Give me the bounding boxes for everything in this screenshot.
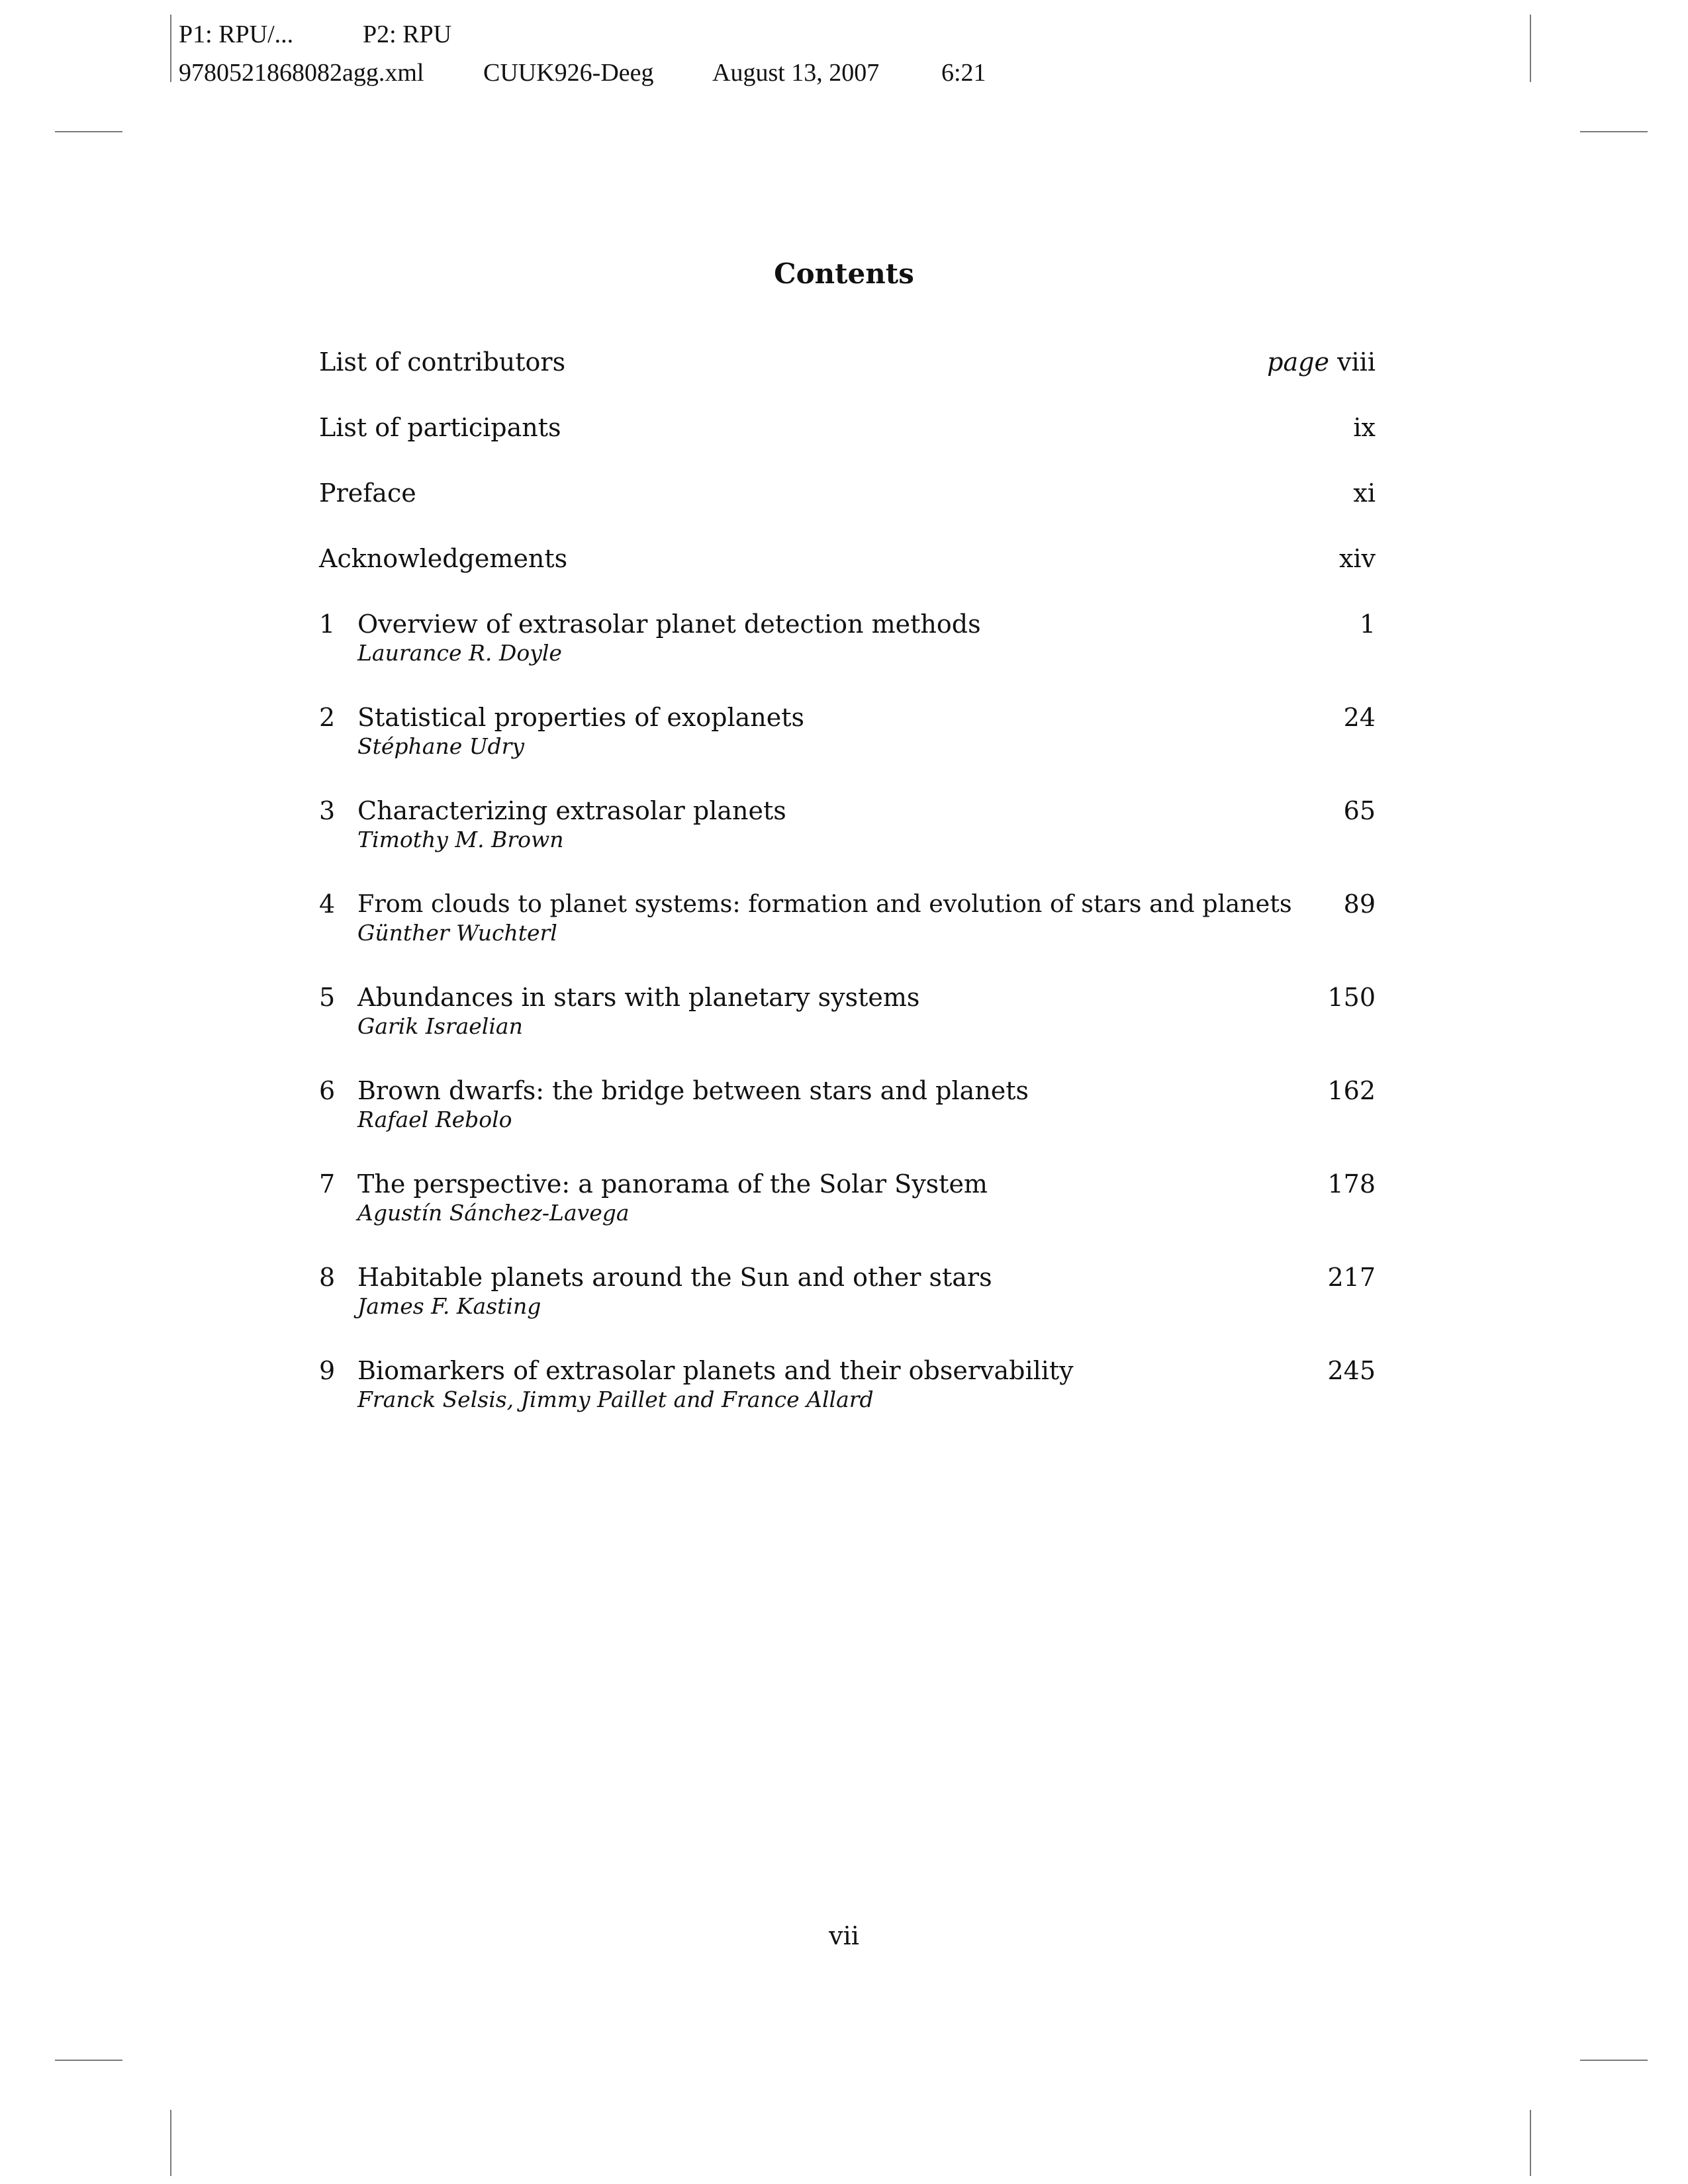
- chapter-number: 3: [319, 796, 336, 825]
- chapter-author: Laurance R. Doyle: [357, 640, 562, 666]
- chapter-number: 9: [319, 1356, 336, 1385]
- chapter-author: Garik Israelian: [357, 1013, 523, 1039]
- chapter-page-number: 89: [1343, 889, 1376, 919]
- toc-front-page-number: ix: [1353, 413, 1376, 442]
- chapter-author: Agustín Sánchez-Lavega: [357, 1200, 630, 1226]
- chapter-page-number: 245: [1327, 1356, 1376, 1385]
- chapter-author: Timothy M. Brown: [357, 827, 564, 852]
- toc-front-title: Acknowledgements: [319, 544, 568, 573]
- crop-mark-top-left-horizontal: [55, 131, 122, 132]
- crop-mark-top-right-vertical: [1530, 15, 1531, 82]
- chapter-author: Rafael Rebolo: [357, 1107, 512, 1132]
- header-job: CUUK926-Deeg: [483, 59, 654, 87]
- crop-mark-bottom-left-horizontal: [55, 2060, 122, 2061]
- header-file: 9780521868082agg.xml: [179, 59, 424, 87]
- header-p2: P2: RPU: [363, 21, 452, 48]
- chapter-title: Characterizing extrasolar planets: [357, 796, 786, 825]
- chapter-title: Biomarkers of extrasolar planets and their observability: [357, 1356, 1074, 1385]
- page-number-folio: vii: [829, 1921, 859, 1950]
- chapter-number: 4: [319, 889, 336, 919]
- chapter-author: Günther Wuchterl: [357, 920, 557, 946]
- toc-front-title: Preface: [319, 478, 416, 508]
- toc-front-page-number: xi: [1353, 478, 1376, 508]
- page-title: Contents: [774, 257, 914, 290]
- toc-front-title: List of contributors: [319, 347, 566, 377]
- header-date: August 13, 2007: [712, 59, 880, 87]
- crop-mark-bottom-right-vertical: [1530, 2110, 1531, 2176]
- page-word: page: [1267, 347, 1329, 377]
- crop-mark-top-left-vertical: [170, 15, 171, 82]
- chapter-title: Statistical properties of exoplanets: [357, 703, 805, 732]
- chapter-number: 8: [319, 1263, 336, 1292]
- chapter-author: Franck Selsis, Jimmy Paillet and France Allard: [357, 1387, 874, 1412]
- chapter-page-number: 65: [1343, 796, 1376, 825]
- chapter-number: 6: [319, 1076, 336, 1105]
- chapter-title: Brown dwarfs: the bridge between stars and planets: [357, 1076, 1029, 1105]
- chapter-page-number: 178: [1327, 1169, 1376, 1199]
- chapter-page-number: 24: [1343, 703, 1376, 732]
- chapter-title: From clouds to planet systems: formation and evolution of stars and planets: [357, 889, 1292, 918]
- chapter-number: 2: [319, 703, 336, 732]
- toc-front-page-number: viii: [1337, 347, 1376, 377]
- chapter-title: Habitable planets around the Sun and other stars: [357, 1263, 992, 1292]
- toc-front-page-number: xiv: [1338, 544, 1376, 573]
- chapter-number: 7: [319, 1169, 336, 1199]
- chapter-author: James F. Kasting: [357, 1293, 541, 1319]
- crop-mark-top-right-horizontal: [1580, 131, 1648, 132]
- header-p1: P1: RPU/...: [179, 21, 294, 48]
- chapter-page-number: 217: [1327, 1263, 1376, 1292]
- chapter-number: 1: [319, 610, 336, 639]
- chapter-title: The perspective: a panorama of the Solar System: [357, 1169, 988, 1199]
- chapter-title: Abundances in stars with planetary systems: [357, 983, 920, 1012]
- chapter-page-number: 1: [1359, 610, 1376, 639]
- crop-mark-bottom-right-horizontal: [1580, 2060, 1648, 2061]
- chapter-title: Overview of extrasolar planet detection methods: [357, 610, 981, 639]
- crop-mark-bottom-left-vertical: [170, 2110, 171, 2176]
- chapter-number: 5: [319, 983, 336, 1012]
- toc-front-page: [1267, 345, 1376, 379]
- header-time: 6:21: [941, 59, 986, 87]
- chapter-page-number: 162: [1327, 1076, 1376, 1105]
- chapter-author: Stéphane Udry: [357, 733, 525, 759]
- chapter-page-number: 150: [1327, 983, 1376, 1012]
- toc-front-title: List of participants: [319, 413, 561, 442]
